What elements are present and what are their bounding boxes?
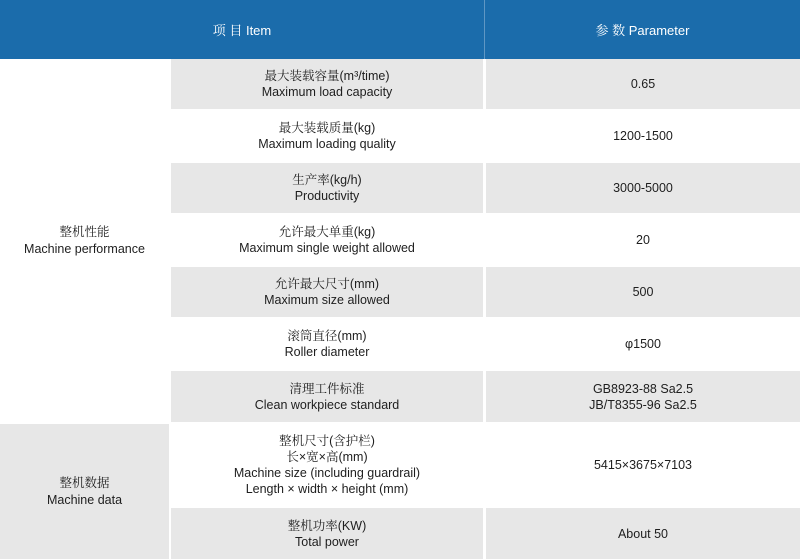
value-line: GB8923-88 Sa2.5 — [592, 381, 694, 396]
table-row — [171, 319, 800, 369]
row-value — [486, 163, 800, 213]
group-label-en: Machine performance — [24, 241, 145, 256]
table-row — [171, 371, 800, 422]
item-line: 最大装载容量(m³/time) — [264, 69, 390, 83]
item-line: 允许最大尺寸(mm) — [274, 277, 380, 291]
group-label-en: Machine data — [46, 492, 123, 507]
item-line: Maximum load capacity — [261, 85, 393, 99]
item-line: Clean workpiece standard — [254, 397, 400, 412]
row-value — [486, 508, 800, 559]
value-line: 3000-5000 — [613, 181, 673, 195]
item-line: 长×宽×高(mm) — [286, 450, 368, 464]
row-item — [171, 371, 483, 422]
value-line: 5415×3675×7103 — [593, 458, 693, 472]
item-line: Length × width × height (mm) — [245, 482, 409, 496]
row-value — [486, 371, 800, 422]
value-line: 20 — [636, 233, 650, 247]
header-item: 项 目 Item — [212, 23, 272, 38]
row-value — [486, 319, 800, 369]
item-line: Maximum loading quality — [258, 137, 396, 151]
group-machine-data — [0, 424, 169, 559]
item-line: 生产率(kg/h) — [292, 173, 362, 187]
item-line: Maximum size allowed — [264, 293, 390, 307]
group-label-cn: 整机数据 — [59, 475, 110, 490]
row-item — [171, 111, 483, 161]
item-line: 滚筒直径(mm) — [287, 329, 367, 343]
value-line: 0.65 — [630, 77, 656, 91]
group-machine-performance — [0, 59, 169, 422]
value-line: JB/T8355-96 Sa2.5 — [589, 397, 697, 412]
value-line: 500 — [632, 285, 654, 299]
row-item — [171, 319, 483, 369]
header-parameter: 参 数 Parameter — [595, 23, 690, 38]
item-line: 最大装载质量(kg) — [278, 121, 376, 135]
row-value — [486, 111, 800, 161]
table-row — [171, 163, 800, 213]
table-row — [171, 267, 800, 317]
table-row — [171, 215, 800, 265]
row-item — [171, 267, 483, 317]
row-item — [171, 59, 483, 109]
item-line: Productivity — [294, 189, 360, 203]
table-row — [171, 424, 800, 506]
item-line: 整机功率(KW) — [287, 518, 367, 533]
row-item — [171, 215, 483, 265]
item-line: 整机尺寸(含护栏) — [279, 434, 375, 448]
row-item — [171, 163, 483, 213]
item-line: Machine size (including guardrail) — [233, 466, 421, 480]
value-line: φ1500 — [625, 337, 661, 351]
row-value — [486, 215, 800, 265]
table-row — [171, 508, 800, 559]
table-row — [171, 111, 800, 161]
row-item — [171, 424, 483, 506]
row-value — [486, 59, 800, 109]
item-line: Maximum single weight allowed — [239, 241, 415, 255]
table-header — [0, 0, 800, 59]
item-line: Roller diameter — [284, 345, 370, 359]
item-line: 清理工件标准 — [289, 381, 365, 396]
group-label-cn: 整机性能 — [59, 224, 110, 239]
item-line: Total power — [295, 534, 359, 549]
value-line: 1200-1500 — [613, 129, 673, 143]
row-item — [171, 508, 483, 559]
table-row — [171, 59, 800, 109]
row-value — [486, 424, 800, 506]
row-value — [486, 267, 800, 317]
item-line: 允许最大单重(kg) — [278, 225, 376, 239]
value-line: About 50 — [617, 526, 669, 541]
